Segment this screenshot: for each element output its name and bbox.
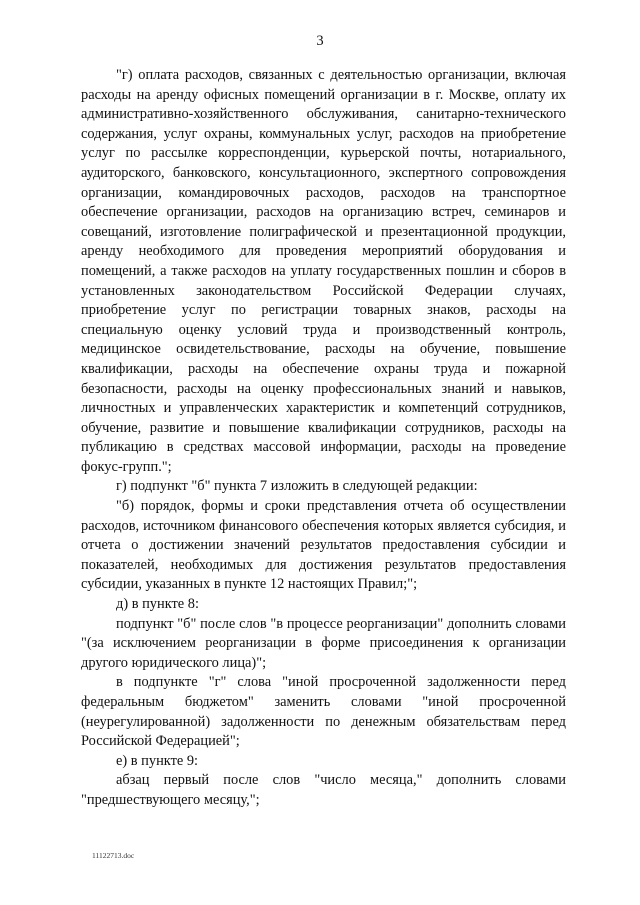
paragraph: "г) оплата расходов, связанных с деятельностью организации, включая расходы на аренду офисных помещений организации в г. Москве, оплату их административно-хозяйственного обслуживания, санитарно-технического содержания, услуг охраны, коммунальных услуг, расходов на приобретение услуг по рассылке корреспонденции, курьерской почты, нотариального, аудиторского, банковского, консультационного, экспертного сопровождения организации, командировочных расходов, расходов на транспортное обеспечение организации, расходов на организацию встреч, семинаров и совещаний, изготовление полиграфической и презентационной продукции, аренду необходимого для проведения мероприятий оборудования и помещений, а также расходов на уплату государственных пошлин и сборов в установленных законодательством Российской Федерации случаях, приобретение услуг по регистрации товарных знаков, расходы на специальную оценку условий труда и производственный контроль, медицинское освидетельствование, расходы на обучение, повышение квалификации, расходы на обеспечение охраны труда и пожарной безопасности, расходы на оценку профессиональных знаний и навыков, личностных и управленческих характеристик и компетенций сотрудников, обучение, развитие и повышение квалификации сотрудников, расходы на публикацию в средствах массовой информации, расходы на проведение фокус-групп."; [81,67,566,475]
document-file-code: 11122713.doc [92,851,135,860]
paragraph: д) в пункте 8: [116,596,199,613]
paragraph: "б) порядок, формы и сроки представления отчета об осуществлении расходов, источником финансового обеспечения которых является субсидия, и отчета о достижении значений результатов предоставления субсидии и показателей, необходимых для достижения результатов предоставления субсидии, указанных в пункте 12 настоящих Правил;"; [81,498,566,593]
document-body [81,66,566,811]
paragraph: г) подпункт "б" пункта 7 изложить в следующей редакции: [116,478,478,495]
paragraph: абзац первый после слов "число месяца," дополнить словами "предшествующего месяцу,"; [81,772,566,808]
page-number: 3 [316,33,324,49]
paragraph: е) в пункте 9: [116,752,199,769]
paragraph: подпункт "б" после слов "в процессе реорганизации" дополнить словами "(за исключением реорганизации в форме присоединения к организации другого юридического лица)"; [81,615,566,671]
paragraph: в подпункте "г" слова "иной просроченной задолженности перед федеральным бюджетом" заменить словами "иной просроченной (неурегулированной) задолженности по денежным обязательствам перед Российской Федерацией"; [81,674,566,750]
